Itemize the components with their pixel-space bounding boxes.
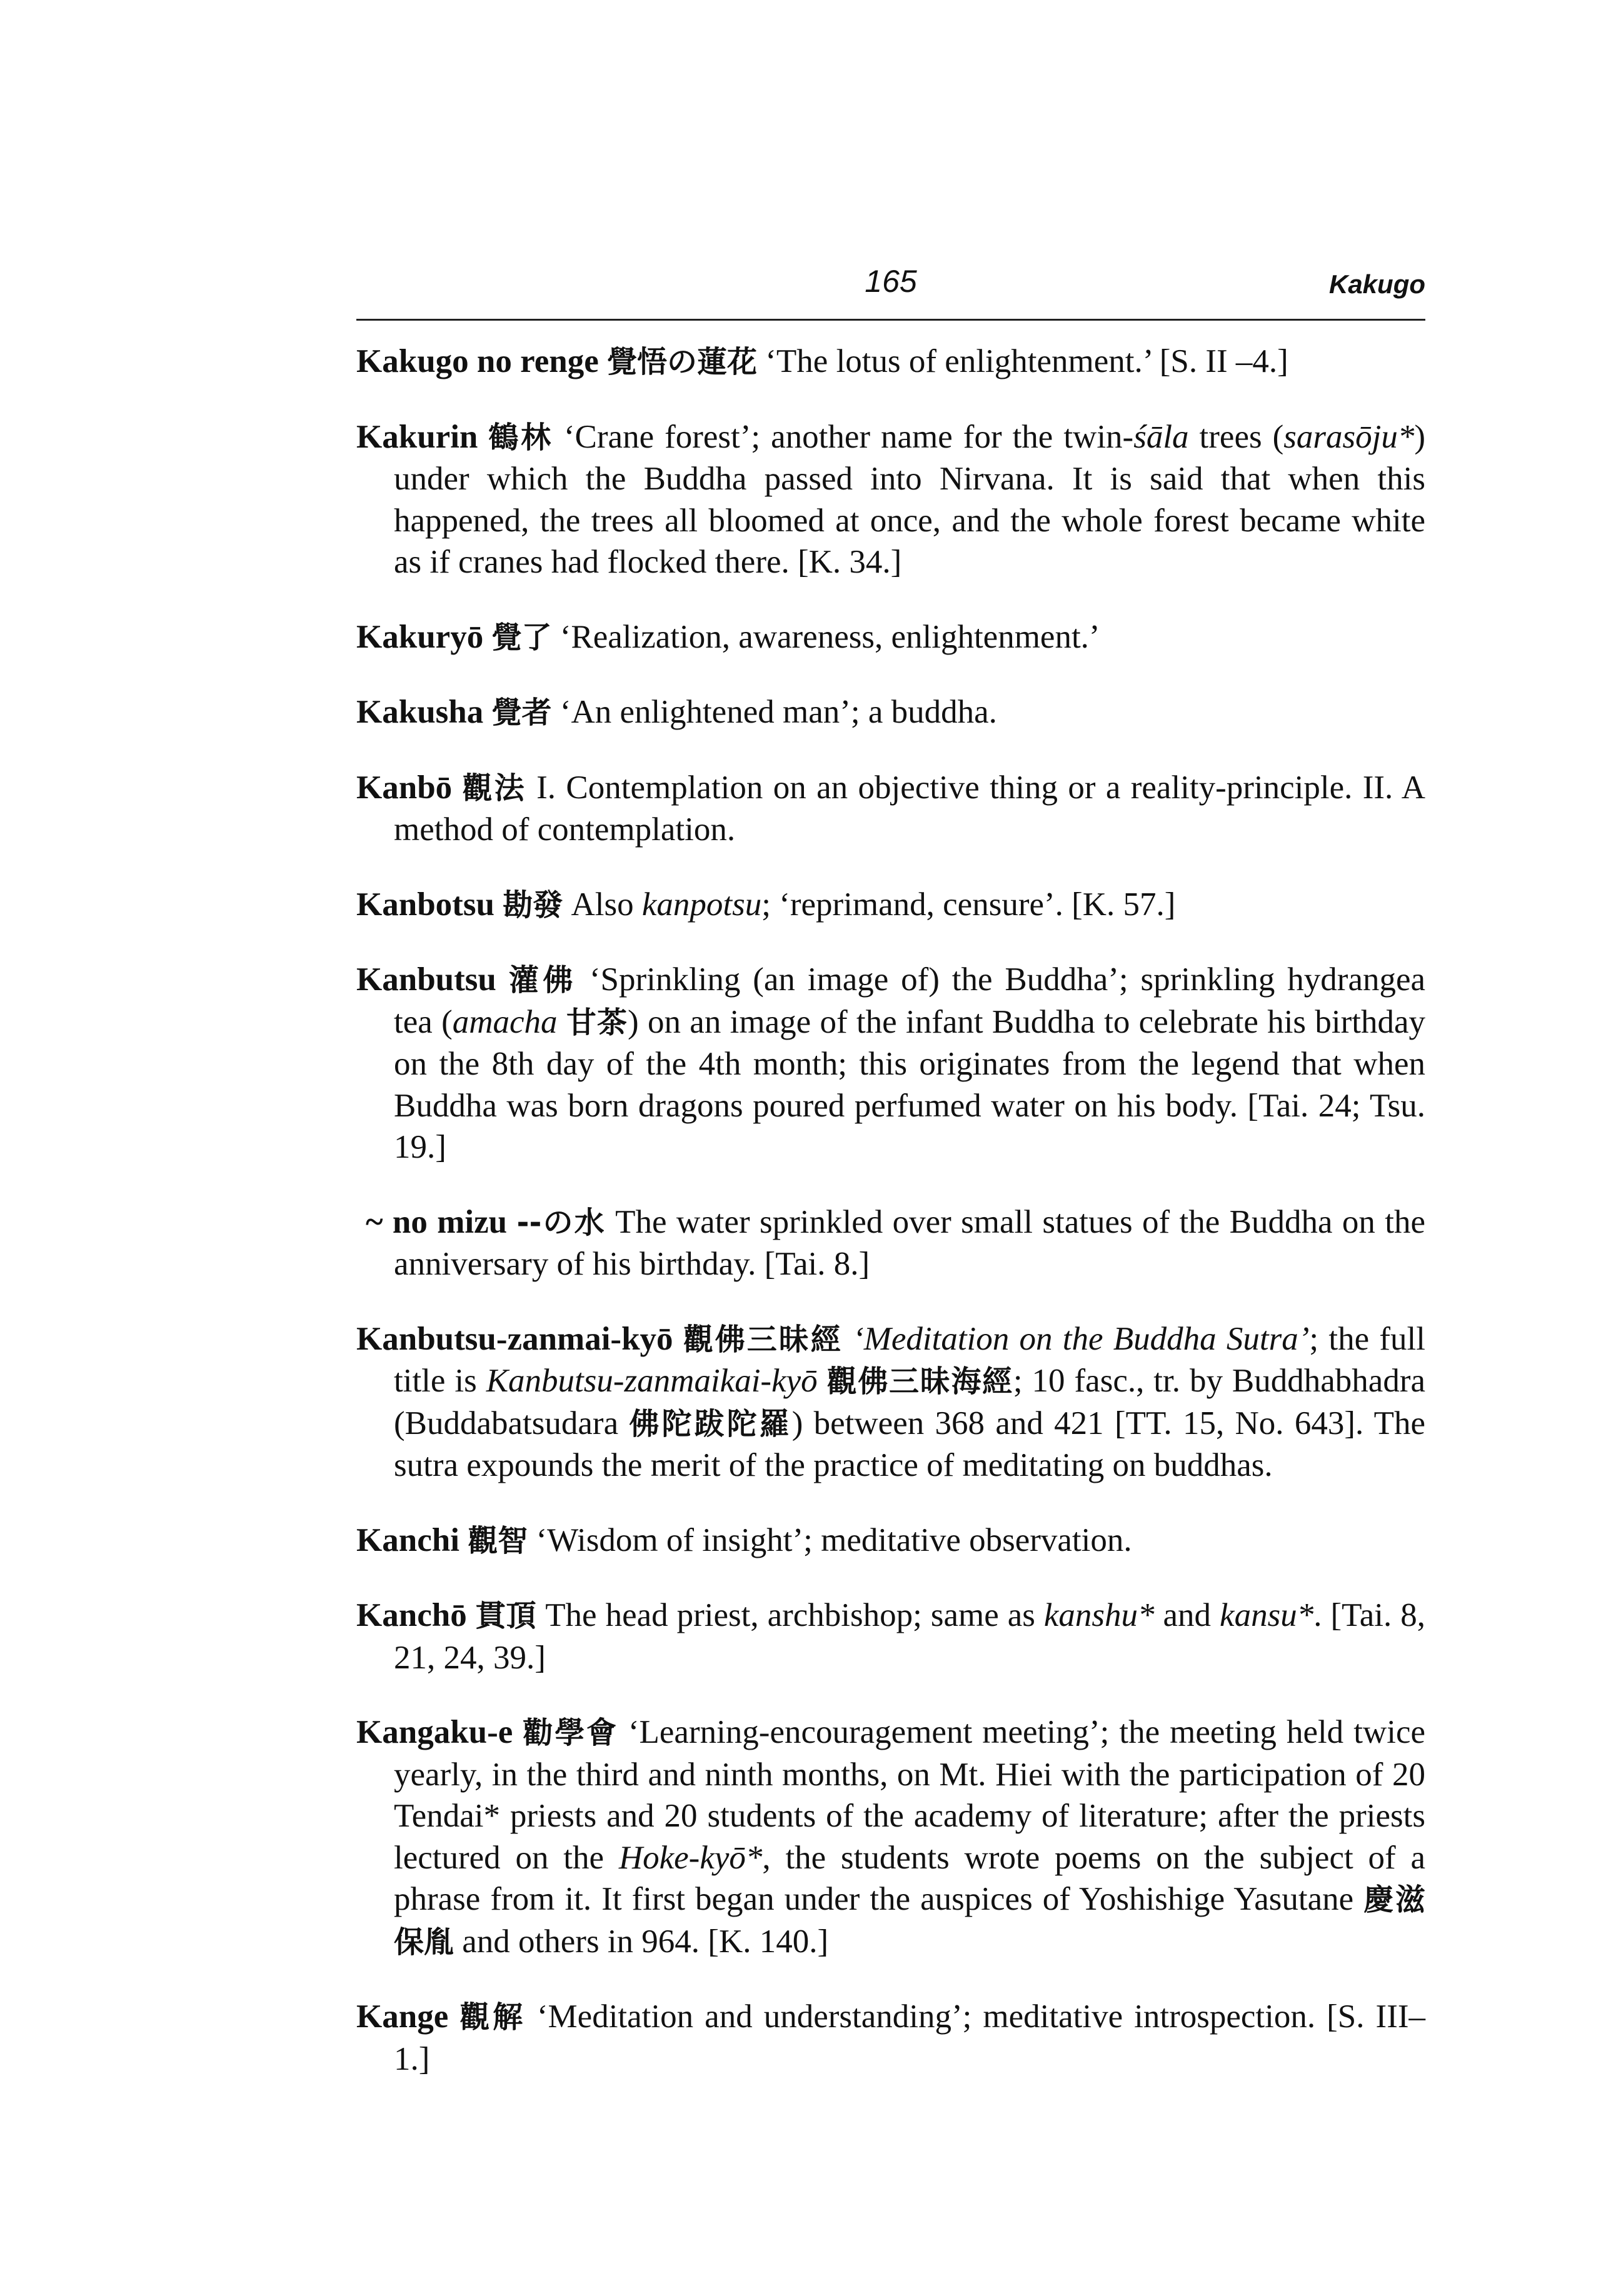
headword: Kanchi	[356, 1521, 459, 1558]
headword-kanji: 灌佛	[508, 963, 578, 998]
definition-italic: kanshu*	[1043, 1597, 1155, 1633]
definition: ) on an image of the infant Buddha to celebrate his birthday on the 8th day of the 4th month; this originates from the legend that when Buddha was born dragons poured perfumed water on his body. [Tai. 24; Tsu. 19.]	[394, 1003, 1425, 1165]
definition: . [Tai. 8, 21, 24, 39.]	[394, 1597, 1426, 1676]
definition: ‘Meditation and understanding’; meditative introspection. [S. III–1.]	[394, 1998, 1426, 2077]
headword: Kange	[356, 1998, 449, 2035]
definition: ‘Learning-encouragement meeting’; the meeting held twice yearly, in the third and ninth months, on Mt. Hiei with the participation of 20 Tendai* priests and 20 students of the academy of literature; after the priests lectured on the	[394, 1714, 1426, 1876]
entry-kanchi	[356, 1520, 1425, 1562]
entry-kanbutsu-zanmai-kyo	[356, 1318, 1425, 1486]
definition-italic: ‘Meditation on the Buddha Sutra’	[853, 1320, 1310, 1357]
definition: trees (	[1188, 418, 1284, 455]
headword: Kakurin	[356, 418, 478, 455]
definition: ‘Realization, awareness, enlightenment.’	[560, 618, 1100, 655]
entry-kakurin	[356, 416, 1425, 583]
headword-kanji: 勸學會	[523, 1715, 618, 1750]
definition: ; the full title is	[394, 1320, 1425, 1399]
entry-kanbo	[356, 767, 1425, 851]
definition-italic: Kanbutsu-zanmaikai-kyō	[486, 1363, 818, 1399]
headword-kanji: 觀法	[462, 770, 526, 806]
header-rule	[356, 319, 1425, 321]
definition: and others in 964. [K. 140.]	[454, 1923, 829, 1960]
definition: , the students wrote poems on the subject of a phrase from it. It first began under the auspices of Yoshishige Yasutane	[394, 1839, 1425, 1917]
entry-kanbutsu	[356, 959, 1425, 1168]
definition-italic: kansu*	[1220, 1597, 1314, 1633]
headword: Kanbotsu	[356, 886, 494, 923]
headword-kanji: 覺了	[491, 619, 552, 655]
definition: The water sprinkled over small statues of the Buddha on the anniversary of his birthday. [Tai. 8.]	[394, 1203, 1425, 1282]
definition: ‘An enlightened man’; a buddha.	[560, 694, 997, 730]
headword-kanji: 覺悟の蓮花	[607, 344, 758, 379]
page-number: 165	[865, 264, 917, 299]
definition: ; ‘reprimand, censure’. [K. 57.]	[761, 886, 1176, 923]
entry-kange	[356, 1996, 1425, 2080]
headword: ~ no mizu	[366, 1203, 508, 1240]
definition: ) between 368 and 421 [TT. 15, No. 643]. The sutra expounds the merit of the practice of meditating on buddhas.	[394, 1405, 1425, 1483]
definition: ; 10 fasc., tr. by Buddhabhadra (Buddabatsudara	[394, 1363, 1425, 1441]
entry-kancho	[356, 1595, 1425, 1678]
headword-kanji: 貫頂	[475, 1598, 537, 1633]
headword: Kanbutsu-zanmai-kyō	[356, 1320, 673, 1357]
definition: The head priest, archbishop; same as	[545, 1597, 1044, 1633]
headword-kanji: --の水	[516, 1205, 606, 1240]
entry-kanbotsu	[356, 884, 1425, 926]
page-header	[356, 263, 1425, 314]
headword-kanji: 覺者	[491, 695, 552, 730]
headword: Kanbutsu	[356, 961, 496, 998]
definition-italic: amacha	[452, 1003, 558, 1040]
entry-kangaku-e	[356, 1712, 1425, 1963]
headword: Kanbō	[356, 769, 453, 806]
inline-kanji: 慶滋保胤	[394, 1882, 1425, 1960]
headword-kanji: 觀佛三昧經	[683, 1321, 843, 1357]
headword-kanji: 觀解	[459, 2000, 526, 2035]
headword: Kangaku-e	[356, 1714, 513, 1750]
definition: I. Contemplation on an objective thing or a reality-principle. II. A method of contemplation.	[394, 769, 1426, 848]
definition: ) under which the Buddha passed into Nirvana. It is said that when this happened, the trees all bloomed at once, and the whole forest became white as if cranes had flocked there. [K. 34.]	[394, 418, 1426, 580]
headword: Kakusha	[356, 694, 484, 730]
definition: ‘Crane forest’; another name for the twin-	[563, 418, 1134, 455]
definition: and	[1154, 1597, 1220, 1633]
dictionary-entries	[356, 341, 1425, 2092]
definition-italic: sarasōju*	[1283, 418, 1415, 455]
entry-kanbutsu-no-mizu	[356, 1201, 1425, 1285]
definition-italic: śāla	[1133, 418, 1189, 455]
definition: ‘The lotus of enlightenment.’ [S. II –4.]	[765, 343, 1288, 379]
entry-kakuryo	[356, 616, 1425, 659]
definition: ‘Sprinkling (an image of) the Buddha’; sprinkling hydrangea tea (	[394, 961, 1426, 1040]
headword-kanji: 鶴林	[488, 419, 553, 455]
definition: Also	[571, 886, 642, 923]
headword: Kakuryō	[356, 618, 484, 655]
inline-kanji: 佛陀跋陀羅	[629, 1406, 792, 1441]
headword: Kakugo no renge	[356, 343, 599, 379]
headword-kanji: 觀智	[468, 1523, 528, 1558]
entry-kakugo-no-renge	[356, 341, 1425, 383]
definition-italic: kanpotsu	[641, 886, 762, 923]
definition: ‘Wisdom of insight’; meditative observation.	[536, 1521, 1132, 1558]
headword-kanji: 勘發	[503, 887, 563, 923]
entry-kakusha	[356, 691, 1425, 734]
headword: Kanchō	[356, 1597, 467, 1633]
inline-kanji: 甘茶	[566, 1005, 628, 1040]
inline-kanji: 觀佛三昧海經	[826, 1364, 1013, 1399]
running-head: Kakugo	[1328, 269, 1425, 299]
definition-italic: Hoke-kyō*	[618, 1839, 763, 1876]
